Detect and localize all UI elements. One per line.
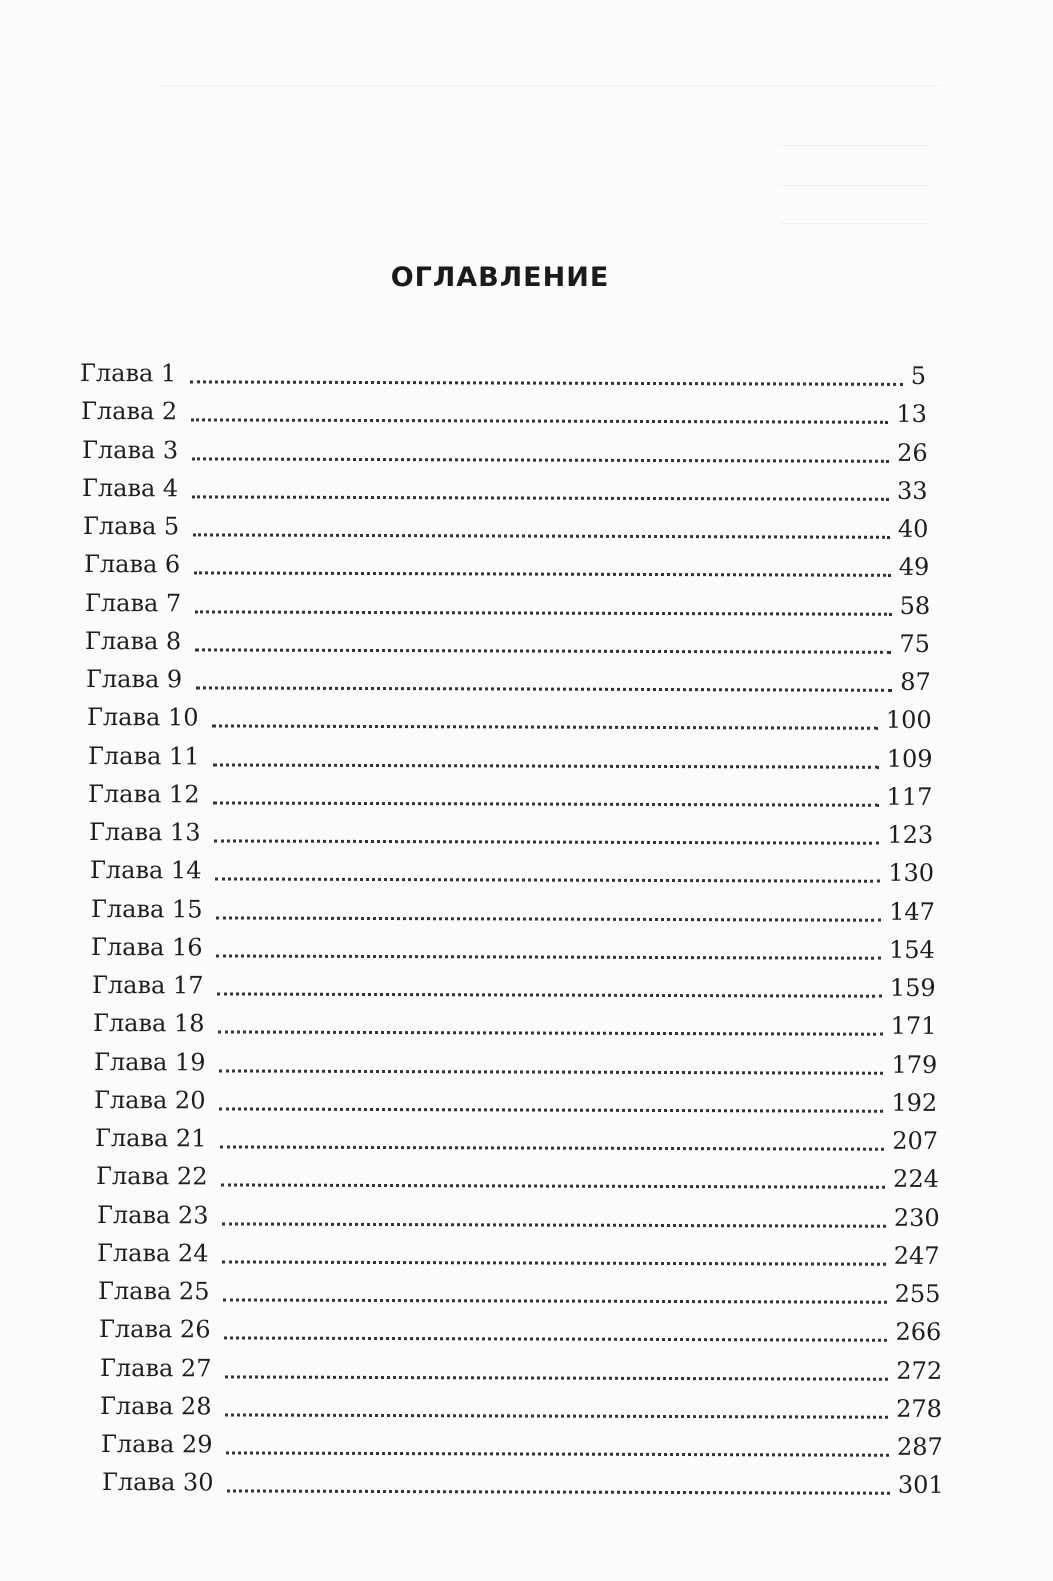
dot-leader — [217, 992, 881, 997]
dot-leader — [226, 1413, 889, 1418]
dot-leader — [227, 1490, 889, 1495]
dot-leader — [217, 954, 882, 959]
page-number: 207 — [892, 1126, 939, 1155]
chapter-label: Глава 27 — [99, 1353, 212, 1382]
page-number: 230 — [893, 1203, 940, 1232]
toc-entry — [94, 1081, 937, 1118]
page-number: 5 — [910, 361, 927, 390]
chapter-label: Глава 8 — [85, 626, 182, 656]
dot-leader — [215, 878, 880, 883]
chapter-label: Глава 3 — [81, 435, 178, 464]
chapter-label: Глава 19 — [93, 1047, 206, 1076]
toc-entry — [82, 469, 928, 506]
chapter-label: Глава 9 — [86, 665, 183, 694]
page-number: 49 — [898, 553, 930, 582]
toc-entry — [100, 1349, 942, 1386]
chapter-label: Глава 18 — [92, 1009, 205, 1038]
toc-entry — [89, 813, 933, 850]
dot-leader — [191, 419, 888, 424]
page-number: 130 — [887, 859, 934, 888]
dot-leader — [212, 725, 877, 730]
dot-leader — [192, 457, 889, 462]
toc-entry — [96, 1157, 939, 1194]
chapter-label: Глава 11 — [87, 741, 200, 770]
chapter-label: Глава 22 — [95, 1162, 208, 1191]
toc-entry — [91, 890, 935, 927]
toc-entry — [99, 1310, 941, 1347]
chapter-label: Глава 2 — [80, 397, 178, 426]
chapter-label: Глава 29 — [101, 1430, 213, 1459]
toc-entry — [90, 851, 934, 888]
toc-entry — [81, 392, 927, 429]
toc-entry — [82, 431, 928, 468]
toc-entry — [94, 1043, 937, 1080]
page-number: 100 — [885, 706, 932, 735]
toc-entry — [85, 622, 930, 659]
page-title: ОГЛАВЛЕНИЕ — [390, 262, 610, 293]
page-number: 154 — [889, 935, 936, 964]
chapter-label: Глава 17 — [92, 971, 204, 1000]
chapter-label: Глава 30 — [101, 1468, 214, 1497]
page-number: 179 — [890, 1050, 937, 1079]
chapter-label: Глава 4 — [82, 473, 179, 503]
dot-leader — [226, 1451, 889, 1456]
page-number: 75 — [899, 629, 931, 658]
toc-entry — [102, 1463, 944, 1500]
toc-entry — [88, 775, 932, 812]
toc-entry — [80, 354, 926, 391]
toc-entry — [100, 1387, 942, 1424]
chapter-label: Глава 13 — [89, 818, 201, 847]
toc-entry — [97, 1234, 940, 1271]
page-number: 255 — [894, 1279, 941, 1308]
dot-leader — [195, 610, 891, 615]
toc-entry — [101, 1425, 943, 1462]
page-number: 301 — [897, 1471, 944, 1500]
dot-leader — [218, 1031, 882, 1036]
page-number: 247 — [893, 1241, 940, 1270]
toc-entry — [86, 660, 931, 697]
page-number: 87 — [900, 667, 931, 696]
page-number: 109 — [886, 744, 933, 773]
dot-leader — [219, 1069, 883, 1074]
page-number: 192 — [891, 1088, 938, 1117]
chapter-label: Глава 15 — [90, 894, 203, 923]
chapter-label: Глава 5 — [83, 512, 180, 541]
chapter-label: Глава 20 — [94, 1085, 206, 1115]
page-number: 272 — [895, 1356, 942, 1385]
chapter-label: Глава 25 — [98, 1277, 210, 1306]
chapter-label: Глава 12 — [88, 779, 200, 809]
dot-leader — [192, 495, 889, 500]
toc-entry — [84, 545, 929, 582]
dot-leader — [194, 572, 891, 577]
dot-leader — [224, 1337, 887, 1342]
page-number: 266 — [895, 1318, 942, 1347]
dot-leader — [220, 1107, 884, 1112]
toc-entry — [87, 698, 932, 735]
dot-leader — [216, 916, 881, 921]
toc-entry — [93, 1004, 937, 1041]
chapter-label: Глава 26 — [98, 1315, 211, 1344]
page-number: 278 — [896, 1394, 943, 1423]
toc-entry — [91, 928, 935, 965]
page-number: 13 — [896, 400, 927, 429]
toc-entry — [95, 1119, 938, 1156]
page-number: 123 — [887, 820, 934, 849]
chapter-label: Глава 7 — [84, 588, 181, 617]
toc-entry — [83, 507, 929, 544]
chapter-label: Глава 16 — [91, 932, 203, 962]
page-number: 117 — [886, 782, 933, 811]
page-number: 171 — [890, 1012, 937, 1041]
page-number: 40 — [897, 514, 929, 543]
page-number: 147 — [888, 897, 935, 926]
dot-leader — [196, 686, 892, 691]
dot-leader — [225, 1375, 888, 1380]
dot-leader — [222, 1222, 885, 1227]
page-number: 287 — [896, 1432, 943, 1461]
page-number: 159 — [889, 973, 936, 1002]
dot-leader — [195, 648, 891, 653]
chapter-label: Глава 1 — [80, 359, 177, 388]
chapter-label: Глава 6 — [83, 550, 181, 579]
dot-leader — [213, 763, 878, 768]
chapter-label: Глава 28 — [100, 1391, 212, 1421]
dot-leader — [220, 1145, 884, 1150]
toc-entry — [92, 966, 936, 1003]
dot-leader — [223, 1260, 886, 1265]
page-number: 58 — [899, 591, 930, 620]
toc-entry — [88, 737, 933, 774]
dot-leader — [190, 380, 903, 385]
dot-leader — [193, 533, 890, 538]
toc-entry — [85, 584, 930, 621]
chapter-label: Глава 14 — [89, 856, 202, 885]
page-number: 224 — [892, 1165, 939, 1194]
dot-leader — [223, 1298, 886, 1303]
dot-leader — [214, 801, 879, 806]
page-number: 26 — [896, 438, 928, 467]
chapter-label: Глава 10 — [86, 703, 199, 732]
chapter-label: Глава 24 — [97, 1238, 209, 1268]
chapter-label: Глава 23 — [96, 1200, 209, 1229]
page-number: 33 — [897, 476, 928, 505]
chapter-label: Глава 21 — [95, 1124, 207, 1153]
toc-entry — [98, 1272, 941, 1309]
dot-leader — [221, 1184, 885, 1189]
dot-leader — [214, 839, 879, 844]
toc-entry — [97, 1196, 940, 1233]
